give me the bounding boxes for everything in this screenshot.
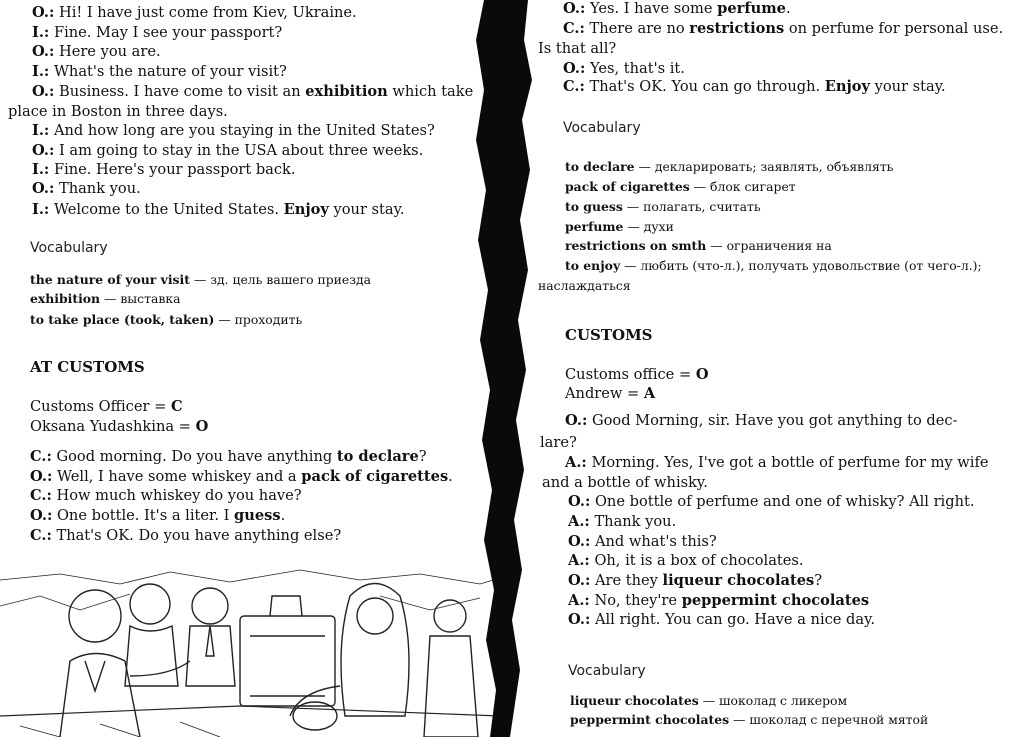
- dialog-line: O.: Yes. I have some perfume.: [563, 0, 791, 17]
- vocab-entry: exhibition — выставка: [30, 291, 181, 306]
- vocab-entry: liqueur chocolates — шоколад с ликером: [570, 693, 848, 708]
- dialog-line: I.: What's the nature of your visit?: [32, 63, 287, 80]
- dialog-line: O.: Well, I have some whiskey and a pack of cigarettes.: [30, 468, 453, 485]
- dialog-line: O.: Hi! I have just come from Kiev, Ukraine.: [32, 4, 357, 21]
- dialog-line: O.: Are they liqueur chocolates?: [568, 572, 823, 589]
- vocab-entry: peppermint chocolates — шоколад с перечной мятой: [570, 712, 929, 727]
- vocab-entry: the nature of your visit — зд. цель вашего приезда: [30, 272, 372, 287]
- dialog-line: place in Boston in three days.: [8, 103, 228, 120]
- dialog-line: A.: Morning. Yes, I've got a bottle of perfume for my wife: [565, 454, 989, 471]
- role-line: Customs Officer = C: [30, 398, 183, 415]
- dialog-line: lare?: [540, 434, 577, 451]
- vocab-entry: to declare — декларировать; заявлять, объявлять: [565, 159, 894, 174]
- left-page: [0, 0, 500, 737]
- dialog-line: I.: And how long are you staying in the United States?: [32, 122, 435, 139]
- customs-illustration: [0, 566, 500, 737]
- dialog-line: and a bottle of whisky.: [542, 474, 708, 491]
- dialog-line: O.: All right. You can go. Have a nice day.: [568, 611, 876, 628]
- dialog-line: C.: That's OK. Do you have anything else?: [30, 527, 342, 544]
- dialog-line: I.: Fine. Here's your passport back.: [32, 161, 296, 178]
- dialog-line: A.: Oh, it is a box of chocolates.: [568, 552, 804, 569]
- section-heading: CUSTOMS: [565, 326, 653, 344]
- vocabulary-title: Vocabulary: [30, 240, 108, 256]
- vocab-entry: perfume — духи: [565, 219, 674, 234]
- vocab-entry: pack of cigarettes — блок сигарет: [565, 179, 796, 194]
- dialog-line: C.: There are no restrictions on perfume for personal use.: [563, 20, 1004, 37]
- dialog-line: O.: One bottle of perfume and one of whisky? All right.: [568, 493, 975, 510]
- dialog-line: O.: Yes, that's it.: [563, 60, 685, 77]
- dialog-line: O.: Here you are.: [32, 43, 161, 60]
- dialog-line: O.: Business. I have come to visit an exhibition which take: [32, 83, 474, 100]
- role-line: Oksana Yudashkina = O: [30, 418, 209, 435]
- dialog-line: O.: And what's this?: [568, 533, 717, 550]
- section-heading: AT CUSTOMS: [30, 358, 145, 376]
- right-page: [520, 0, 1024, 737]
- vocab-entry: restrictions on smth — ограничения на: [565, 238, 832, 253]
- dialog-line: A.: No, they're peppermint chocolates: [568, 592, 870, 609]
- vocab-entry: to take place (took, taken) — проходить: [30, 312, 303, 327]
- dialog-line: C.: How much whiskey do you have?: [30, 487, 302, 504]
- dialog-line: Is that all?: [538, 40, 617, 57]
- role-line: Customs office = O: [565, 366, 709, 383]
- dialog-line: C.: That's OK. You can go through. Enjoy your stay.: [563, 78, 946, 95]
- dialog-line: I.: Fine. May I see your passport?: [32, 24, 283, 41]
- dialog-line: O.: Thank you.: [32, 180, 141, 197]
- dialog-line: C.: Good morning. Do you have anything to declare?: [30, 448, 427, 465]
- vocabulary-title: Vocabulary: [568, 663, 646, 679]
- person-head: [69, 590, 121, 642]
- role-line: Andrew = A: [565, 385, 656, 402]
- dialog-line: O.: Good Morning, sir. Have you got anything to dec-: [565, 412, 958, 429]
- dialog-line: O.: I am going to stay in the USA about three weeks.: [32, 142, 424, 159]
- dialog-line: A.: Thank you.: [568, 513, 677, 530]
- vocab-entry: to enjoy — любить (что-л.), получать удовольствие (от чего-л.);: [565, 258, 982, 273]
- vocabulary-title: Vocabulary: [563, 120, 641, 136]
- dialog-line: I.: Welcome to the United States. Enjoy your stay.: [32, 201, 405, 218]
- vocab-entry: наслаждаться: [538, 278, 631, 293]
- dialog-line: O.: One bottle. It's a liter. I guess.: [30, 507, 286, 524]
- vocab-entry: to guess — полагать, считать: [565, 199, 761, 214]
